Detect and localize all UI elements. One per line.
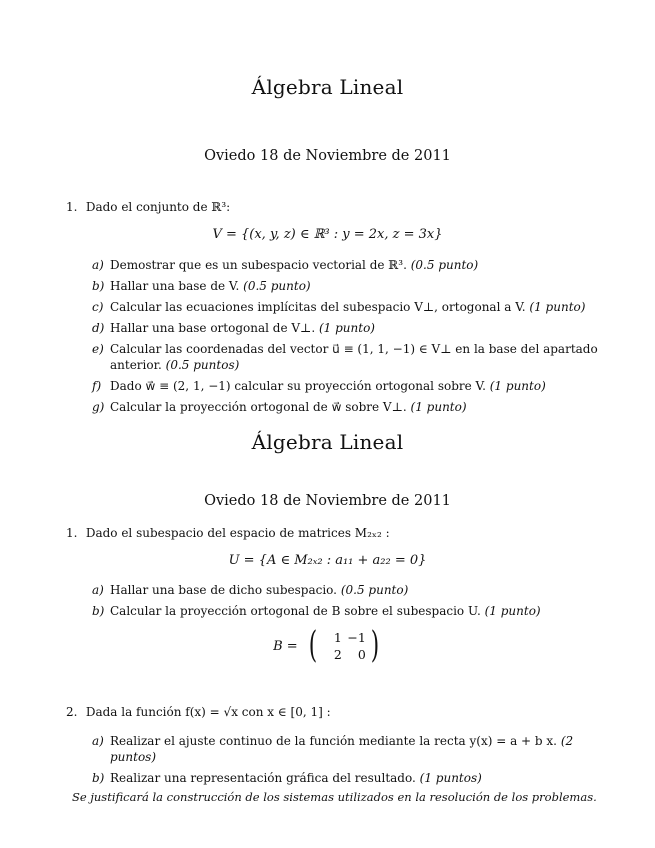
list-item (92, 299, 615, 315)
item-text: Calcular las ecuaciones implícitas del subespacio V⊥, ortogonal a V. (110, 300, 526, 314)
matrix-cell: −1 (347, 630, 366, 645)
problem-number: 2. (66, 705, 78, 719)
item-text: Hallar una base de dicho subespacio. (110, 583, 337, 597)
item-label: b) (92, 279, 105, 293)
item-label: g) (92, 400, 105, 414)
problem-statement: Dada la función f(x) = √x con x ∈ [0, 1] : (85, 705, 331, 719)
item-text: Calcular la proyección ortogonal de B sobre el subespacio U. (110, 604, 481, 618)
list-item (92, 378, 615, 394)
item-text: Calcular la proyección ortogonal de w⃗ sobre V⊥. (110, 400, 407, 414)
item-points: (1 puntos) (419, 771, 482, 785)
item-text: Realizar una representación gráfica del resultado. (110, 771, 416, 785)
item-points: (2 puntos) (110, 734, 574, 764)
item-points: (1 punto) (484, 604, 541, 618)
list-item (92, 341, 615, 373)
matrix-cell: 0 (357, 647, 366, 662)
item-text: Dado w⃗ ≡ (2, 1, −1) calcular su proyección ortogonal sobre V. (110, 379, 486, 393)
matrix-grid (320, 630, 368, 662)
item-points: (1 punto) (529, 300, 586, 314)
exam1-subtitle: Oviedo 18 de Noviembre de 2011 (204, 148, 451, 164)
exam-footnote: Se justificará la construcción de los sistemas utilizados en la resolución de los problemas. (72, 790, 597, 804)
exam2-title: Álgebra Lineal (251, 430, 404, 454)
item-label: c) (92, 300, 104, 314)
exam2-problem1-intro (66, 525, 615, 541)
exam2-problem1-items (92, 582, 615, 619)
matrix-b (0, 625, 655, 666)
item-points: (1 punto) (489, 379, 546, 393)
list-item (92, 770, 615, 786)
problem-number: 1. (66, 526, 78, 540)
item-text: Demostrar que es un subespacio vectorial de ℝ³. (110, 258, 407, 272)
problem-statement: Dado el conjunto de ℝ³: (85, 200, 231, 214)
item-label: d) (92, 321, 105, 335)
left-paren: ( (308, 625, 318, 666)
exam1-problem1-equation: V = {(x, y, z) ∈ ℝ³ : y = 2x, z = 3x} (212, 227, 443, 242)
item-points: (0.5 punto) (340, 583, 409, 597)
list-item (92, 603, 615, 619)
exam1-problem1-items (92, 257, 615, 415)
item-label: a) (92, 583, 104, 597)
item-text: Hallar una base de V. (110, 279, 240, 293)
exam1-problem1-intro (66, 199, 615, 215)
item-points: (1 punto) (410, 400, 467, 414)
item-text: Calcular las coordenadas del vector u⃗ ≡ (1, 1, −1) ∈ V⊥ en la base del apartado anterior. (110, 342, 598, 372)
item-label: f) (92, 379, 102, 393)
matrix-label: B = (273, 638, 298, 654)
matrix-body (306, 625, 382, 666)
item-label: a) (92, 734, 104, 748)
list-item (92, 399, 615, 415)
item-label: e) (92, 342, 104, 356)
list-item (92, 278, 615, 294)
list-item (92, 582, 615, 598)
item-points: (1 punto) (318, 321, 375, 335)
exam2-problem1-equation: U = {A ∈ M₂ₓ₂ : a₁₁ + a₂₂ = 0} (228, 553, 427, 568)
exam2-subtitle: Oviedo 18 de Noviembre de 2011 (204, 493, 451, 509)
item-points: (0.5 punto) (410, 258, 479, 272)
item-label: a) (92, 258, 104, 272)
list-item (92, 320, 615, 336)
item-text: Hallar una base ortogonal de V⊥. (110, 321, 316, 335)
exam2-problem2-items (92, 733, 615, 786)
right-paren: ) (370, 625, 380, 666)
problem-number: 1. (66, 200, 78, 214)
item-points: (0.5 puntos) (165, 358, 240, 372)
problem-statement: Dado el subespacio del espacio de matrices M₂ₓ₂ : (85, 526, 390, 540)
item-label: b) (92, 771, 105, 785)
item-label: b) (92, 604, 105, 618)
exam2-problem2-intro (66, 704, 615, 720)
list-item (92, 733, 615, 765)
item-text: Realizar el ajuste continuo de la función mediante la recta y(x) = a + b x. (110, 734, 557, 748)
exam1-title: Álgebra Lineal (251, 75, 404, 99)
matrix-cell: 2 (333, 647, 342, 662)
item-points: (0.5 punto) (243, 279, 311, 293)
list-item (92, 257, 615, 273)
matrix-cell: 1 (333, 630, 342, 645)
